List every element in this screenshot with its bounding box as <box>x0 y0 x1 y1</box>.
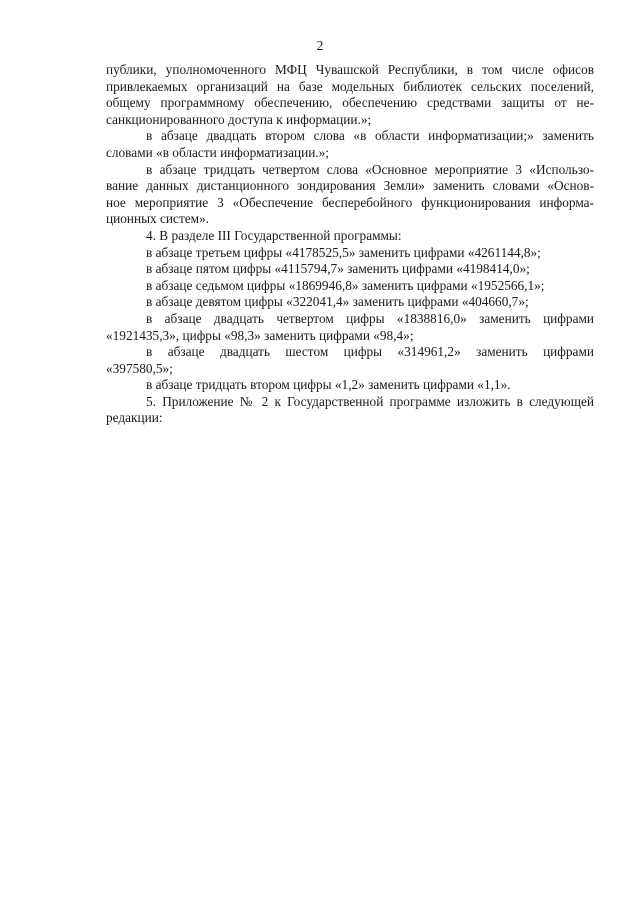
text-line: в абзаце пятом цифры «4115794,7» заменить цифрами «4198414,0»; <box>146 261 530 277</box>
section-heading-line: 4. В разделе III Государственной программы: <box>146 227 402 243</box>
page-number: 2 <box>316 38 324 53</box>
text-line: в абзаце двадцать втором слова «в области информатизации;» заменить <box>146 128 594 144</box>
text-line: словами «в области информатизации.»; <box>106 144 329 160</box>
text-line: санкционированного доступа к информации.»; <box>106 111 372 127</box>
document-body <box>106 62 594 427</box>
text-line: публики, уполномоченного МФЦ Чувашской Республики, в том числе офисов <box>106 62 594 77</box>
text-line: редакции: <box>106 410 163 426</box>
text-line: в абзаце двадцать шестом цифры «314961,2» заменить цифрами <box>146 344 594 360</box>
text-line: ционных систем». <box>106 211 210 227</box>
text-line: привлекаемых организаций на базе модельных библиотек сельских поселений, <box>106 78 594 94</box>
text-line: «1921435,3», цифры «98,3» заменить цифрами «98,4»; <box>106 327 414 343</box>
text-line: общему программному обеспечению, обеспечению средствами защиты от не- <box>106 95 594 111</box>
text-line: 5. Приложение № 2 к Государственной программе изложить в следующей <box>146 393 594 409</box>
text-line: «397580,5»; <box>106 360 173 376</box>
text-line: в абзаце двадцать четвертом цифры «1838816,0» заменить цифрами <box>146 310 594 326</box>
text-line: в абзаце третьем цифры «4178525,5» заменить цифрами «4261144,8»; <box>146 244 541 260</box>
text-line: в абзаце тридцать втором цифры «1,2» заменить цифрами «1,1». <box>146 377 511 393</box>
text-line: ное мероприятие 3 «Обеспечение бесперебойного функционирования информа- <box>106 194 594 210</box>
text-line: вание данных дистанционного зондирования Земли» заменить словами «Основ- <box>106 178 594 194</box>
text-line: в абзаце девятом цифры «322041,4» заменить цифрами «404660,7»; <box>146 294 529 310</box>
text-line: в абзаце тридцать четвертом слова «Основное мероприятие 3 «Использо- <box>146 161 594 177</box>
text-line: в абзаце седьмом цифры «1869946,8» заменить цифрами «1952566,1»; <box>146 277 545 293</box>
